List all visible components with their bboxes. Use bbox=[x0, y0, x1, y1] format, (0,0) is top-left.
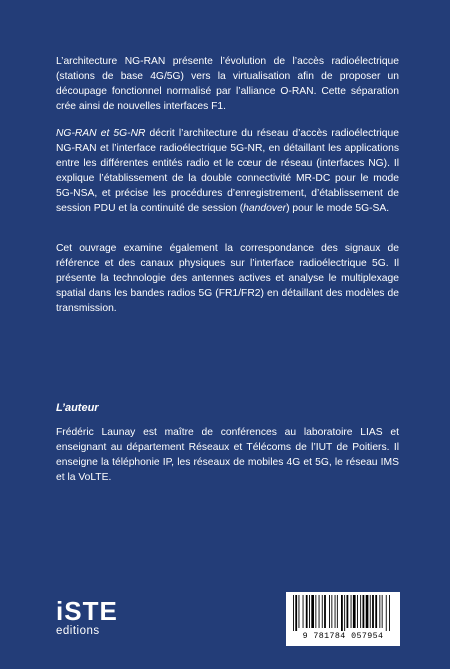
publisher-logo-subtitle: editions bbox=[56, 625, 100, 637]
publisher-logo-mark: iSTE bbox=[56, 596, 118, 626]
barcode-icon bbox=[291, 595, 395, 631]
blurb-paragraph-2-text-b: ) pour le mode 5G-SA. bbox=[286, 203, 390, 215]
blurb-paragraph-2-text-a: décrit l’architecture du réseau d’accès radioélectrique NG-RAN et l’interface radioélectrique 5G-NR, en détaillant les applications entre les différentes entités radio et le cœur de réseau (interfaces NG). Il explique l’établissement de la double connectivité MR-DC pour le mode 5G-NSA, et précise les procédures d’enregistrement, d’établissement de session PDU et la continuité de session ( bbox=[56, 128, 399, 215]
handover-term: handover bbox=[243, 203, 287, 215]
author-heading: L’auteur bbox=[56, 402, 99, 414]
book-title-inline: NG-RAN et 5G-NR bbox=[56, 128, 146, 139]
isbn-barcode bbox=[286, 592, 400, 646]
isbn-number: 9 781784 057954 bbox=[302, 632, 384, 641]
blurb-paragraph-2 bbox=[56, 126, 399, 217]
blurb-paragraph-1: L’architecture NG-RAN présente l’évolution de l’accès radioélectrique (stations de base 4G/5G) vers la virtualisation afin de proposer un découpage fonctionnel normalisé par l’alliance O-RAN. Cette séparation crée ainsi de nouvelles interfaces F1. bbox=[56, 56, 399, 113]
blurb-paragraph-3: Cet ouvrage examine également la correspondance des signaux de référence et des canaux physiques sur l’interface radioélectrique 5G. Il présente la technologie des antennes actives et analyse le multiplexage spatial dans les bandes radios 5G (FR1/FR2) en détaillant des modèles de transmission. bbox=[56, 243, 399, 315]
author-bio: Frédéric Launay est maître de conférences au laboratoire LIAS et enseignant au département Réseaux et Télécoms de l’IUT de Poitiers. Il enseigne la téléphonie IP, les réseaux de mobiles 4G et 5G, le réseau IMS et la VoLTE. bbox=[56, 427, 399, 484]
publisher-logo bbox=[56, 598, 126, 642]
